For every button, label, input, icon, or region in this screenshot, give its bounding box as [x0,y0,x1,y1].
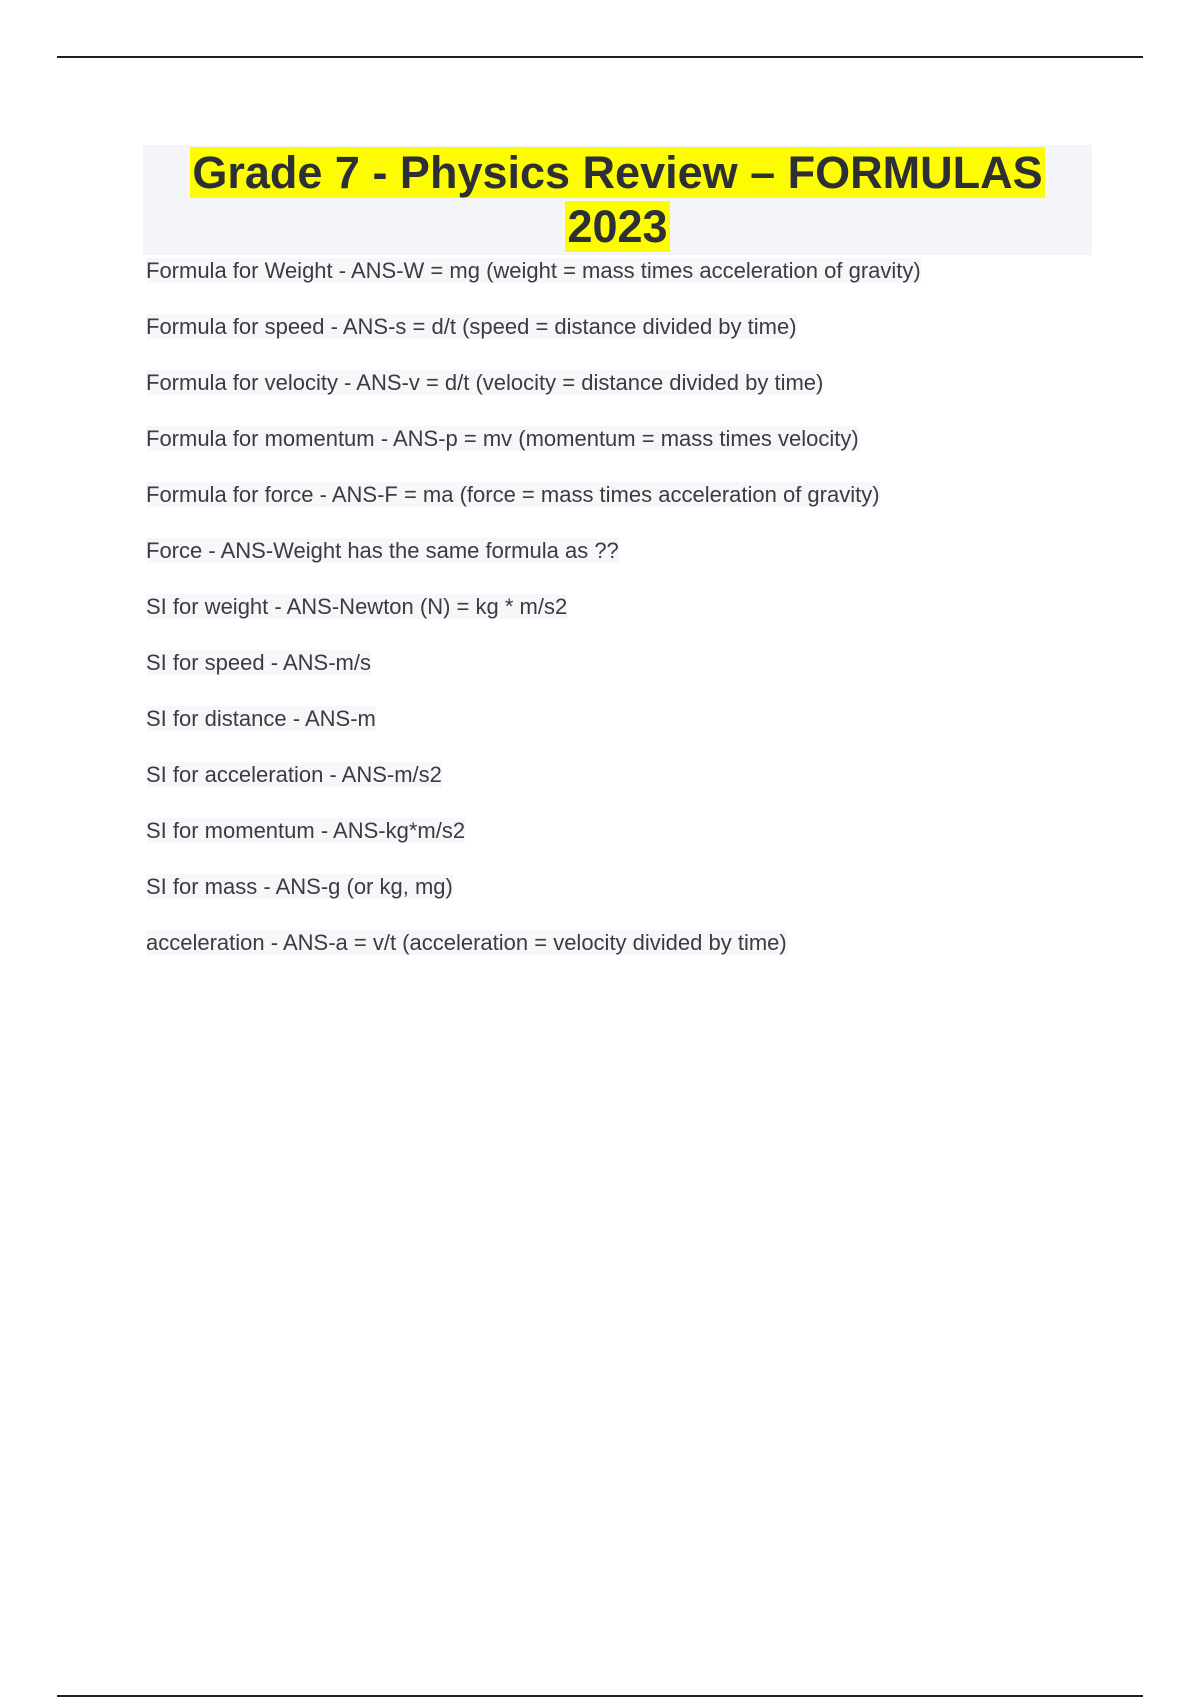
list-item [146,367,1106,423]
entry-text: Formula for velocity - ANS-v = d/t (velocity = distance divided by time) [146,370,824,395]
list-item [146,255,1106,311]
entry-text: Formula for momentum - ANS-p = mv (momentum = mass times velocity) [146,426,859,451]
entry-text: Formula for force - ANS-F = ma (force = mass times acceleration of gravity) [146,482,880,507]
list-item [146,871,1106,927]
entry-text: Formula for speed - ANS-s = d/t (speed = distance divided by time) [146,314,797,339]
entry-text: SI for distance - ANS-m [146,706,376,731]
list-item [146,703,1106,759]
page-title [143,146,1092,254]
title-line-2: 2023 [567,201,668,252]
list-item [146,311,1106,367]
bottom-rule [57,1695,1143,1697]
list-item [146,647,1106,703]
entry-text: SI for acceleration - ANS-m/s2 [146,762,442,787]
entry-text: SI for mass - ANS-g (or kg, mg) [146,874,453,899]
list-item [146,423,1106,479]
entry-text: SI for speed - ANS-m/s [146,650,371,675]
list-item [146,535,1106,591]
list-item [146,815,1106,871]
entry-text: acceleration - ANS-a = v/t (acceleration = velocity divided by time) [146,930,787,955]
entry-text: Formula for Weight - ANS-W = mg (weight = mass times acceleration of gravity) [146,258,921,283]
entry-text: SI for weight - ANS-Newton (N) = kg * m/s2 [146,594,568,619]
list-item [146,479,1106,535]
list-item [146,591,1106,647]
list-item [146,927,1106,983]
title-line-1: Grade 7 - Physics Review – FORMULAS [192,147,1043,198]
entry-text: SI for momentum - ANS-kg*m/s2 [146,818,466,843]
list-item [146,759,1106,815]
formula-list [146,255,1106,983]
entry-text: Force - ANS-Weight has the same formula as ?? [146,538,619,563]
top-rule [57,56,1143,58]
